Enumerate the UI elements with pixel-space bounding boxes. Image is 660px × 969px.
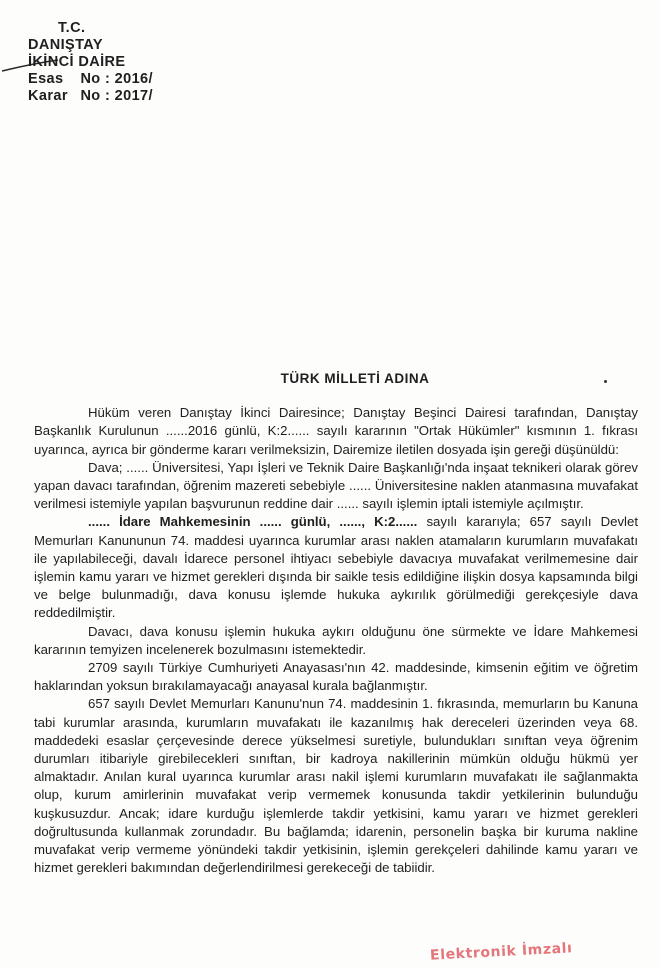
karar-value: No : 2017/ [80,88,153,104]
document-title: TÜRK MİLLETİ ADINA [280,371,430,386]
header-chamber: İKİNCİ DAİRE [28,54,126,70]
header-karar-row [28,88,153,105]
court-continuation: kararıyla; [466,514,521,530]
paragraph-constitution: 2709 sayılı Türkiye Cumhuriyeti Anayasası'nın 42. maddesinde, kimsenin eğitim ve öğretim haklarından yoksun bırakılamayacağı anayasal kurala bağlanmıştır. [34,660,638,694]
document-body [34,370,638,877]
document-header [28,20,153,105]
header-institution: DANIŞTAY [28,37,103,53]
paragraph-case: Dava; ...... Üniversitesi, Yapı İşleri ve Teknik Daire Başkanlığı'nda inşaat teknikeri olarak görev yapan davacı tarafından, öğrenim mazereti sebebiyle ...... Üniversitesine naklen atanmasına muvafakat verilmesi istemiyle yapılan başvurunun reddine dair ...... sayılı işlemin iptali istemiyle açılmıştır. [34,459,638,512]
esas-label: Esas [28,71,64,87]
court-suffix: sayılı [426,514,458,530]
electronic-signature-stamp: Elektronik İmzalı [429,940,573,964]
paragraph-court-decision [34,513,638,622]
paragraph-intro: Hüküm veren Danıştay İkinci Dairesince; Danıştay Beşinci Dairesi tarafından, Danıştay Başkanlık Kurulunun ......2016 günlü, K:2...... sayılı kararının "Ortak Hükümler" kısmının 1. fıkrası uyarınca, ayrıca bir gönderme kararı verilmeksizin, Dairemize iletilen dosyada işin gereği düşünüldü: [34,405,638,457]
esas-value: No : 2016/ [80,71,153,87]
court-reasoning: 657 sayılı Devlet Memurları Kanununun 74. maddesi uyarınca kurumlar arası naklen atamaların kurumların muvafakatı ile yapılabileceği, davalı İdarece personel ihtiyacı sebebiyle davacıya muvafakat verilmemesine dair işlemin kamu yararı ve hizmet gerekleri dışında bir saikle tesis edildiğine ilişkin dosya kapsamında bilgi ve belge bulunmadığı, dava konusu işlemde hukuka aykırılık görülmediği gerekçesiyle dava reddedilmiştir. [34,514,638,621]
paragraph-appeal: Davacı, dava konusu işlemin hukuka aykırı olduğunu öne sürmekte ve İdare Mahkemesi kararının temyizen incelenerek bozulmasını istemektedir. [34,623,638,657]
header-country: T.C. [58,20,86,36]
header-esas-row [28,71,153,88]
paragraph-law-analysis: 657 sayılı Devlet Memurları Kanunu'nun 74. maddesinin 1. fıkrasında, memurların bu Kanuna tabi kurumlar arasında, kurumların muvafakatı ile kazanılmış hak dereceleri üzerinden veya 68. maddedeki esaslar çerçevesinde derece yükselmesi suretiyle, bulundukları sınıftan veya öğrenim durumları itibariyle girebilecekleri sınıftan, bir kadroya nakillerinin mümkün olduğu hükmü yer almaktadır. Anılan kural uyarınca kurumlar arası nakil işlemi kurumların muvafakatı ile sağlanmakta olup, kurum amirlerinin muvafakat verip vermemek konusunda takdir yetkilerinin bulunduğu kuşkusuzdur. Ancak; idare kurduğu işlemlerde takdir yetkisini, kamu yararı ve hizmet gerekleri doğrultusunda kullanmak zorundadır. Bu bağlamda; idarenin, personelin başka bir kuruma nakline muvafakat verip vermeme yönündeki takdir yetkisinin, işlemin gerekçeleri dahilinde kamu yararı ve hizmet gerekleri bakımından değerlendirilmesi gerekeceği de tabiidir. [34,696,638,876]
court-name: ...... İdare Mahkemesinin ...... günlü, ......, K:2...... [88,514,418,530]
karar-label: Karar [28,88,68,104]
